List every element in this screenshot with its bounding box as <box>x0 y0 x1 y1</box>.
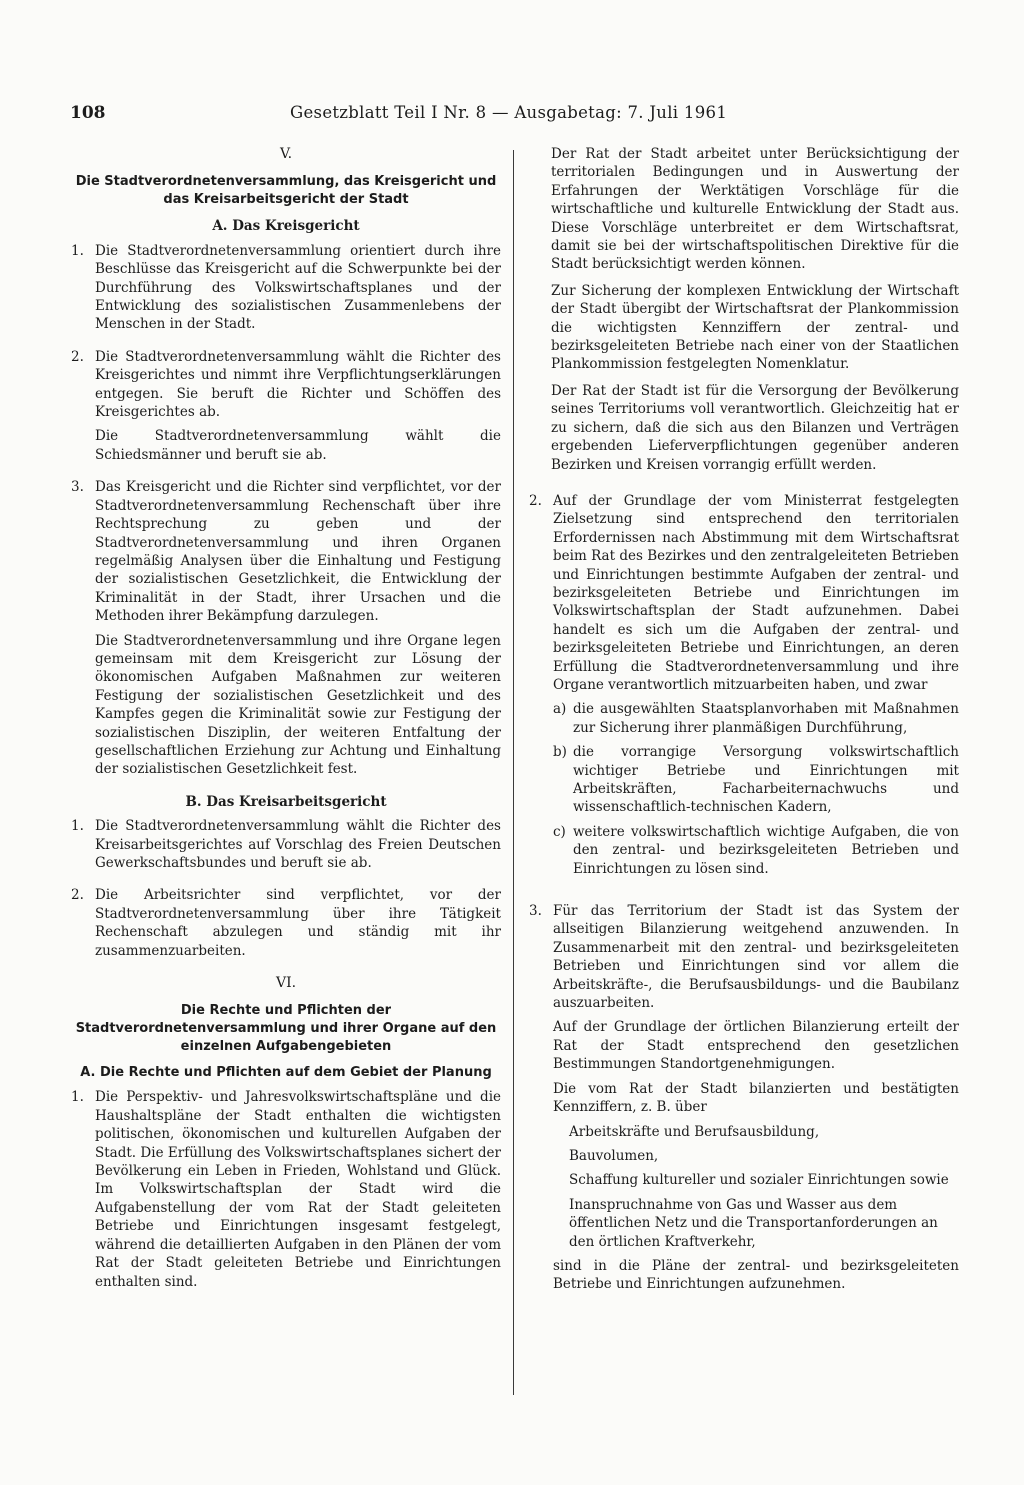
page-number: 108 <box>70 103 106 123</box>
item-text: Die Perspektiv- und Jahresvolkswirtschaftspläne und die Haushaltspläne der Stadt enthalten die wichtigsten politischen, ökonomischen und kulturellen Aufgaben der Stadt. Die Erfüllung des Volkswirtschaftsplanes sichert der Bevölkerung ein Leben in Frieden, Wohlstand und Glück. Im Volkswirtschaftsplan der Stadt wird die Aufgabenstellung der vom Rat der Stadt geleiteten Betriebe und Einrichtungen insgesamt festgelegt, während die detaillierten Aufgaben in den Plänen der vom Rat der Stadt geleiteten Betriebe und Einrichtungen enthalten sind. <box>95 1089 501 1290</box>
item-number: 3. <box>71 479 84 496</box>
subsection-vi-a-title: A. Die Rechte und Pflichten auf dem Gebiet der Planung <box>80 1065 492 1081</box>
kennziffer-item: Bauvolumen, <box>569 1147 659 1164</box>
kennziffern-list <box>569 1123 959 1251</box>
list-item <box>71 1088 501 1296</box>
item-text: Die Stadtverordnetenversammlung und ihre Organe legen gemeinsam mit dem Kreisgericht zur Lösung der ökonomischen Aufgaben Maßnahmen zur weiteren Festigung der sozialistischen Gesetzlichkeit und des Kampfes gegen die Kriminalität sowie zur Festigung der sozialistischen Disziplin, der weiteren Entfaltung der gesellschaftlichen Erziehung zur Achtung und Einhaltung der sozialistischen Gesetzlichkeit fest. <box>95 632 501 778</box>
item-text: Die Stadtverordnetenversammlung orientiert durch ihre Beschlüsse das Kreisgericht auf die Schwerpunkte bei der Durchführung des Volkswirtschaftsplanes und der Entwicklung des sozialistischen Zusammenlebens der Menschen in der Stadt. <box>95 242 501 333</box>
sub-list-item <box>553 700 959 737</box>
list-item <box>71 242 501 340</box>
item-text: Die Stadtverordnetenversammlung wählt die Richter des Kreisgerichtes und nimmt ihre Verpflichtungserklärungen entgegen. Sie beruft die Richter und Schöffen des Kreisgerichtes ab. <box>95 348 501 421</box>
sub-item-text: die vorrangige Versorgung volkswirtschaftlich wichtiger Betriebe und Einrichtungen mit Arbeitskräften, Facharbeiternachwuchs und wissenschaftlich-technischen Kadern, <box>573 744 959 816</box>
item-text: Die Stadtverordnetenversammlung wählt die Richter des Kreisarbeitsgerichtes auf Vorschlag des Freien Deutschen Gewerkschaftsbundes und beruft sie ab. <box>95 818 501 871</box>
list-item <box>71 886 501 966</box>
kennziffer-item: Arbeitskräfte und Berufsausbildung, <box>569 1123 820 1140</box>
section-vi-title: Die Rechte und Pflichten der Stadtverordnetenversammlung und ihrer Organe auf den einzelnen Aufgabengebieten <box>75 1003 497 1055</box>
sub-item-letter: a) <box>553 701 567 718</box>
item-text: Das Kreisgericht und die Richter sind verpflichtet, vor der Stadtverordnetenversammlung Rechenschaft über ihre Rechtsprechung zu geben und der Stadtverordnetenversammlung und ihren Organen regelmäßig Analysen über die Einhaltung und Festigung der sozialistischen Gesetzlichkeit, die Entwicklung der Kriminalität in der Stadt, ihrer Ursachen und die Methoden ihrer Bekämpfung darzulegen. <box>95 479 501 625</box>
list-item <box>71 348 501 470</box>
running-title: Gesetzblatt Teil I Nr. 8 — Ausgabetag: 7. Juli 1961 <box>290 103 728 122</box>
item-number: 1. <box>71 818 84 835</box>
item-number: 1. <box>71 1089 84 1106</box>
item-text: Die vom Rat der Stadt bilanzierten und bestätigten Kennziffern, z. B. über <box>553 1080 959 1116</box>
item-number: 3. <box>529 903 542 920</box>
page-header <box>70 103 960 127</box>
sub-list <box>553 700 959 878</box>
item-number: 2. <box>71 887 84 904</box>
sub-item-letter: b) <box>553 744 567 761</box>
item-text: sind in die Pläne der zentral- und bezirksgeleiteten Betriebe und Einrichtungen aufzunehmen. <box>553 1257 959 1293</box>
sub-list-item <box>553 743 959 817</box>
kennziffer-item: Schaffung kultureller und sozialer Einrichtungen sowie <box>569 1172 949 1189</box>
sub-list-item <box>553 823 959 878</box>
list-item <box>71 817 501 878</box>
subsection-a-title: A. Das Kreisgericht <box>212 218 360 235</box>
item-number: 2. <box>529 492 542 509</box>
list-item <box>529 492 959 884</box>
sub-item-text: die ausgewählten Staatsplanvorhaben mit Maßnahmen zur Sicherung ihrer planmäßigen Durchführung, <box>573 701 959 736</box>
sub-item-letter: c) <box>553 823 566 840</box>
section-v-numeral: V. <box>279 146 293 162</box>
section-vi-numeral: VI. <box>275 975 297 992</box>
item-number: 2. <box>71 348 84 365</box>
left-column <box>71 145 501 1305</box>
sub-item-text: weitere volkswirtschaftlich wichtige Aufgaben, die von den zentral- und bezirksgeleiteten Betrieben und Einrichtungen zu lösen sind. <box>573 823 959 877</box>
item-text: Die Arbeitsrichter sind verpflichtet, vor der Stadtverordnetenversammlung über ihre Tätigkeit Rechenschaft abzulegen und ständig mit ihr zusammenzuarbeiten. <box>95 887 501 959</box>
right-column <box>529 145 959 1308</box>
section-v-title: Die Stadtverordnetenversammlung, das Kreisgericht und das Kreisarbeitsgericht der Stadt <box>75 174 497 208</box>
kennziffer-item: Inanspruchnahme von Gas und Wasser aus dem öffentlichen Netz und die Transportanforderungen an den örtlichen Kraftverkehr, <box>569 1196 938 1250</box>
item-text: Auf der Grundlage der vom Ministerrat festgelegten Zielsetzung sind entsprechend den territorialen Erfordernissen nach Abstimmung mit dem Wirtschaftsrat beim Rat des Bezirkes und den zentralgeleiteten Betrieben und Einrichtungen bestimmte Aufgaben der zentral- und bezirksgeleiteten Betriebe und Einrichtungen im Volkswirtschaftsplan der Stadt aufzunehmen. Dabei handelt es sich um die Aufgaben der zentral- und bezirksgeleiteten Betriebe und Einrichtungen, an deren Erfüllung die Stadtverordnetenversammlung und ihre Organe verantwortlich mitzuarbeiten haben, und zwar <box>553 492 959 693</box>
paragraph: Zur Sicherung der komplexen Entwicklung der Wirtschaft der Stadt übergibt der Wirtschaftsrat der Plankommission die wichtigsten Kennziffern der zentral- und bezirksgeleiteten Betriebe nach einer von der Staatlichen Plankommission festgelegten Nomenklatur. <box>551 282 959 373</box>
column-divider <box>513 150 514 1395</box>
item-number: 1. <box>71 242 84 259</box>
paragraph: Der Rat der Stadt ist für die Versorgung der Bevölkerung seines Territoriums voll verantwortlich. Gleichzeitig hat er zu sichern, daß die sich aus den Bilanzen und Verträgen ergebenden Lieferverpflichtungen gegenüber anderen Bezirken und Kreisen vorrangig erfüllt werden. <box>551 382 959 473</box>
list-item <box>71 478 501 785</box>
subsection-b-title: B. Das Kreisarbeitsgericht <box>185 793 387 810</box>
item-text: Auf der Grundlage der örtlichen Bilanzierung erteilt der Rat der Stadt entsprechend den gesetzlichen Bestimmungen Standortgenehmigungen. <box>553 1019 959 1073</box>
item-text: Für das Territorium der Stadt ist das System der allseitigen Bilanzierung weitgehend anzuwenden. In Zusammenarbeit mit den zentral- und bezirksgeleiteten Betrieben und Einrichtungen sind vor allem die Arbeitskräfte-, die Berufsausbildungs- und die Baubilanz auszuarbeiten. <box>553 903 959 1012</box>
item-text: Die Stadtverordnetenversammlung wählt die Schiedsmänner und beruft sie ab. <box>95 428 501 463</box>
list-item <box>529 902 959 1300</box>
paragraph: Der Rat der Stadt arbeitet unter Berücksichtigung der territorialen Bedingungen und in Auswertung der Erfahrungen der Werktätigen Vorschläge für die wirtschaftliche und kulturelle Entwicklung der Stadt aus. Diese Vorschläge unterbreitet er dem Wirtschaftsrat, damit sie bei der wirtschaftspolitischen Direktive für die Stadt berücksichtigt werden können. <box>551 146 959 273</box>
